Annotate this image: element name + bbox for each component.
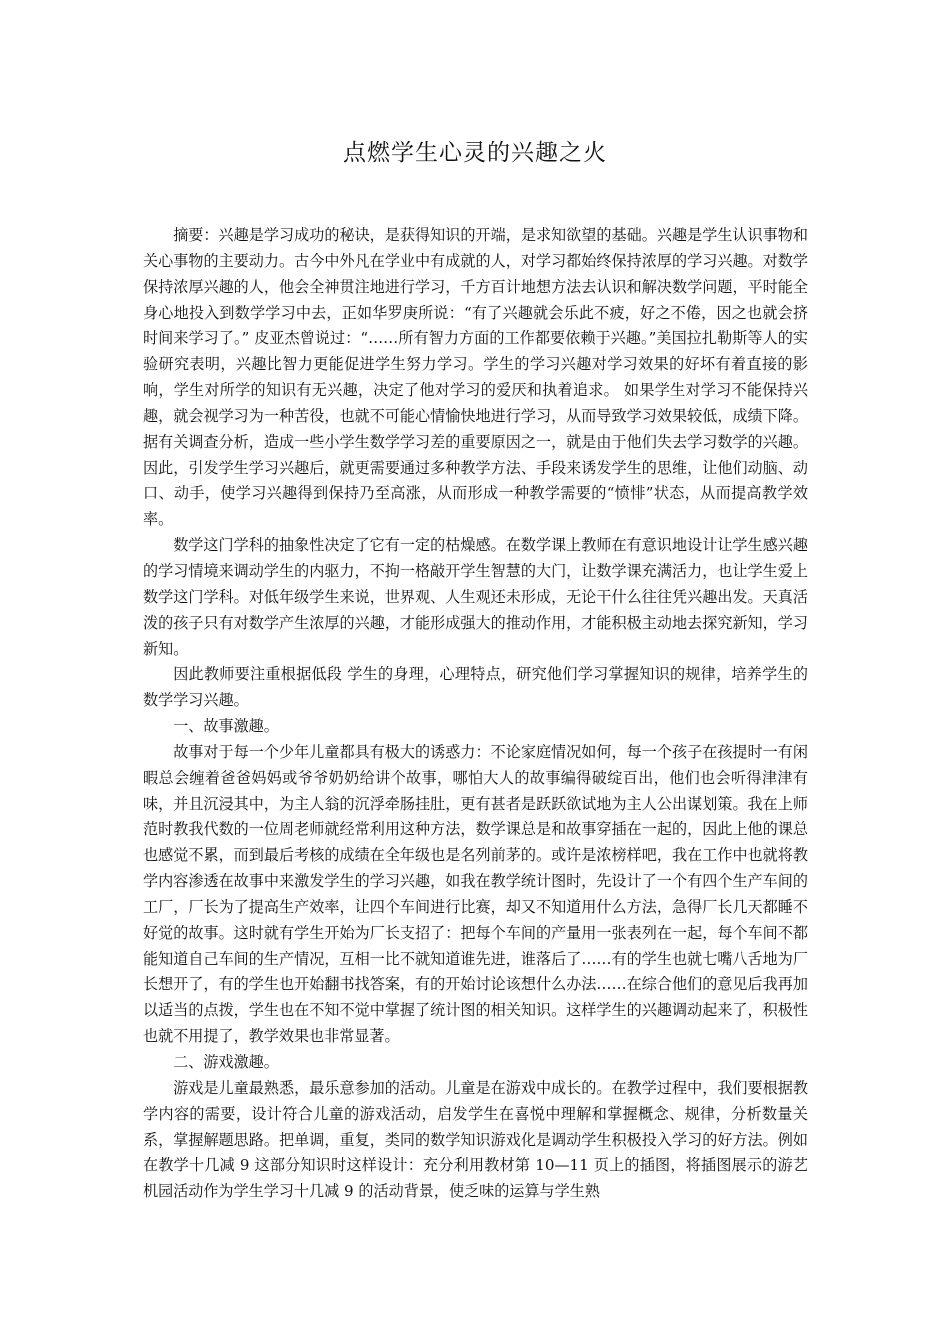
document-body — [143, 223, 808, 1205]
body-paragraph: 故事对于每一个少年儿童都具有极大的诱惑力：不论家庭情况如何，每一个孩子在孩提时一有闲暇总会缠着爸爸妈妈或爷爷奶奶给讲个故事，哪怕大人的故事编得破绽百出，他们也会听得津津有味，并且沉浸其中，为主人翁的沉浮牵肠挂肚，更有甚者是跃跃欲试地为主人公出谋划策。我在上师范时教我代数的一位周老师就经常利用这种方法，数学课总是和故事穿插在一起的，因此上他的课总也感觉不累，而到最后考核的成绩在全年级也是名列前茅的。或许是浓榜样吧，我在工作中也就将教学内容渗透在故事中来激发学生的学习兴趣，如我在教学统计图时，先设计了一个有四个生产车间的工厂，厂长为了提高生产效率，让四个车间进行比赛，却又不知道用什么方法，急得厂长几天都睡不好觉的故事。这时就有学生开始为厂长支招了：把每个车间的产量用一张表列在一起，每个车间不都能知道自己车间的生产情况，互相一比不就知道谁先进，谁落后了……有的学生也就七嘴八舌地为厂长想开了，有的学生也开始翻书找答案，有的开始讨论该想什么办法……在综合他们的意见后我再加以适当的点拨，学生也在不知不觉中掌握了统计图的相关知识。这样学生的兴趣调动起来了，积极性也就不用提了，教学效果也非常显著。 — [143, 742, 808, 1046]
body-paragraph: 游戏是儿童最熟悉，最乐意参加的活动。儿童是在游戏中成长的。在教学过程中，我们要根据教学内容的需要，设计符合儿童的游戏活动，启发学生在喜悦中理解和掌握概念、规律，分析数量关系，掌握解题思路。把单调，重复，类同的数学知识游戏化是调动学生积极投入学习的好方法。例如在教学十几减 9 这部分知识时这样设计：充分利用教材第 10—11 页上的插图，将插图展示的游艺机园活动作为学生学习十几减 9 的活动背景，使乏味的运算与学生熟 — [143, 1078, 808, 1201]
body-paragraph: 因此教师要注重根据低段 学生的身理，心理特点，研究他们学习掌握知识的规律，培养学生的数学学习兴趣。 — [143, 665, 808, 710]
section-heading: 一、故事激趣。 — [173, 717, 279, 736]
document-title: 点燃学生心灵的兴趣之火 — [343, 140, 607, 166]
abstract-paragraph: 摘要：兴趣是学习成功的秘诀，是获得知识的开端，是求知欲望的基础。兴趣是学生认识事物和关心事物的主要动力。古今中外凡在学业中有成就的人，对学习都始终保持浓厚的学习兴趣。对数学保持浓厚兴趣的人，他会全神贯注地进行学习，千方百计地想方法去认识和解决数学问题，平时能全身心地投入到数学学习中去，正如华罗庚所说：“有了兴趣就会乐此不疲，好之不倦，因之也就会挤时间来学习了。” 皮亚杰曾说过：“……所有智力方面的工作都要依赖于兴趣。”美国拉扎勒斯等人的实验研究表明，兴趣比智力更能促进学生努力学习。学生的学习兴趣对学习效果的好坏有着直接的影响，学生对所学的知识有无兴趣，决定了他对学习的爱厌和执着追求。 如果学生对学习不能保持兴趣，就会视学习为一种苦役，也就不可能心情愉快地进行学习，从而导致学习效果较低，成绩下降。 据有关调查分析，造成一些小学生数学学习差的重要原因之一，就是由于他们失去学习数学的兴趣。因此，引发学生学习兴趣后，就更需要通过多种教学方法、手段来诱发学生的思维，让他们动脑、动口、动手，使学习兴趣得到保持乃至高涨，从而形成一种教学需要的“愤悱”状态，从而提高教学效率。 — [143, 226, 808, 529]
body-paragraph: 数学这门学科的抽象性决定了它有一定的枯燥感。在数学课上教师在有意识地设计让学生感兴趣的学习情境来调动学生的内驱力，不拘一格敲开学生智慧的大门，让数学课充满活力，也让学生爱上数学这门学科。对低年级学生来说，世界观、人生观还未形成，无论干什么往往凭兴趣出发。天真活泼的孩子只有对数学产生浓厚的兴趣，才能形成强大的推动作用，才能积极主动地去探究新知，学习新知。 — [143, 536, 808, 658]
section-heading: 二、游戏激趣。 — [173, 1053, 279, 1071]
